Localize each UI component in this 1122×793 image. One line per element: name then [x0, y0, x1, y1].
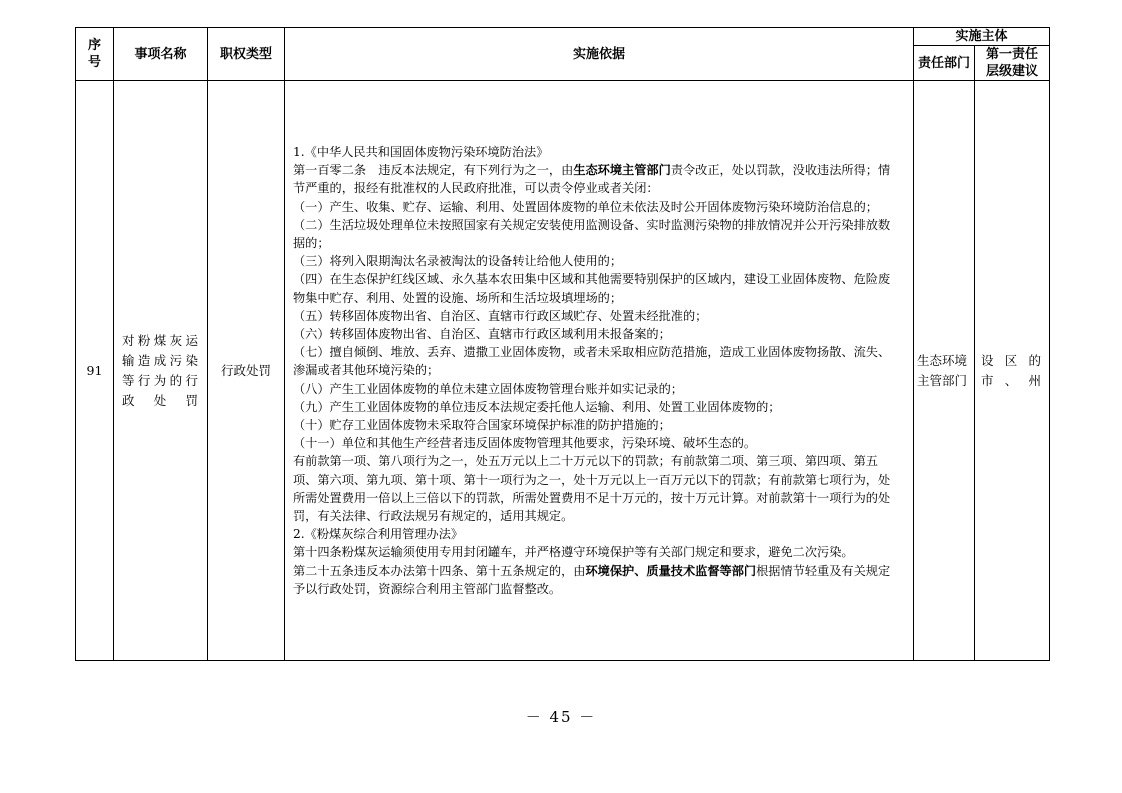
row-dept: 生态环境主管部门: [914, 81, 975, 661]
basis-text: （五）转移固体废物出省、自治区、直辖市行政区域贮存、处置未经批准的；: [293, 308, 708, 323]
header-seq: 序 号: [76, 28, 114, 81]
basis-text: （十）贮存工业固体废物未采取符合国家环境保护标准的防护措施的；: [293, 418, 671, 432]
basis-paragraph: [293, 525, 901, 543]
page-number: － 45 －: [525, 708, 597, 726]
basis-text: （九）产生工业固体废物的单位违反本法规定委托他人运输、利用、处置工业固体废物的；: [293, 399, 781, 414]
basis-paragraph: [293, 434, 901, 452]
basis-paragraph: [293, 307, 901, 325]
enforcement-table: [75, 27, 1050, 661]
basis-emphasis: 环境保护、质量技术监督等部门: [585, 563, 757, 578]
basis-text: （十一）单位和其他生产经营者违反固体废物管理其他要求，污染环境、破坏生态的。: [293, 436, 757, 451]
header-dept: 责任部门: [914, 46, 975, 81]
header-level: 第一责任 层级建议: [975, 46, 1050, 81]
basis-paragraph: [293, 380, 901, 398]
row-power-type: 行政处罚: [208, 81, 285, 661]
basis-text: （六）转移固体废物出省、自治区、直辖市行政区域利用未报备案的；: [293, 326, 671, 341]
basis-paragraph: [293, 143, 901, 161]
basis-text: 2.《粉煤灰综合利用管理办法》: [293, 527, 464, 542]
basis-paragraph: [293, 562, 901, 598]
basis-text: （七）擅自倾倒、堆放、丢弃、遗撒工业固体废物，或者未采取相应防范措施，造成工业固体废物扬散、流失、渗漏或者其他环境污染的；: [293, 345, 891, 378]
basis-text: （八）产生工业固体废物的单位未建立固体废物管理台账并如实记录的；: [293, 381, 683, 396]
basis-text: （三）将列入限期淘汰名录被淘汰的设备转让给他人使用的；: [293, 254, 623, 269]
basis-text: 责令改正，处以罚款，没收违法所得；情节严重的，报经有批准权的人民政府批准，可以责令停业或者关闭：: [293, 163, 891, 196]
basis-text: 1.《中华人民共和国固体废物污染环境防治法》: [293, 144, 549, 159]
basis-paragraph: [293, 325, 901, 343]
header-basis: 实施依据: [285, 28, 914, 81]
row-number: 91: [76, 81, 114, 661]
basis-paragraph: [293, 198, 901, 216]
basis-paragraph: [293, 161, 901, 197]
header-subject: 实施主体: [914, 28, 1050, 46]
basis-text: 第二十五条违反本办法第十四条、第十五条规定的，由: [293, 563, 586, 578]
table-row: [76, 81, 1050, 661]
basis-paragraph: [293, 216, 901, 252]
basis-text: （四）在生态保护红线区域、永久基本农田集中区域和其他需要特别保护的区域内，建设工业固体废物、危险废物集中贮存、利用、处置的设施、场所和生活垃圾填埋场的；: [293, 272, 891, 305]
basis-paragraph: [293, 543, 901, 561]
basis-text: （二）生活垃圾处理单位未按照国家有关规定安装使用监测设备、实时监测污染物的排放情况并公开污染排放数据的；: [293, 217, 891, 250]
basis-text: 有前款第一项、第八项行为之一，处五万元以上二十万元以下的罚款；有前款第二项、第三项、第四项、第五项、第六项、第九项、第十项、第十一项行为之一，处十万元以上一百万元以下的罚款；有前款第七项行为，处所需处置费用一倍以上三倍以下的罚款，所需处置费用不足十万元的，按十万元计算。对前款第十一项行为的处罚，有关法律、行政法规另有规定的，适用其规定。: [293, 454, 891, 524]
basis-paragraph: [293, 452, 901, 525]
row-basis: [285, 81, 914, 661]
basis-paragraph: [293, 343, 901, 379]
basis-paragraph: [293, 416, 901, 434]
row-level: 设区的市、州: [975, 81, 1050, 661]
header-item-name: 事项名称: [114, 28, 208, 81]
row-item-name: 对粉煤灰运输造成污染等行为的行政处罚: [114, 81, 208, 661]
basis-text: （一）产生、收集、贮存、运输、利用、处置固体废物的单位未依法及时公开固体废物污染环境防治信息的；: [293, 199, 878, 214]
basis-paragraph: [293, 270, 901, 306]
header-row-top: [76, 28, 1050, 46]
basis-text: 第一百零二条 违反本法规定，有下列行为之一，由: [293, 163, 574, 178]
basis-paragraph: [293, 252, 901, 270]
basis-text: 根据情节轻重及有关规定予以行政处罚，资源综合利用主管部门监督整改。: [293, 563, 891, 596]
basis-text: 第十四条粉煤灰运输须使用专用封闭罐车，并严格遵守环境保护等有关部门规定和要求，避免二次污染。: [293, 545, 854, 560]
basis-paragraph: [293, 398, 901, 416]
header-power-type: 职权类型: [208, 28, 285, 81]
basis-emphasis: 生态环境主管部门: [573, 163, 671, 178]
